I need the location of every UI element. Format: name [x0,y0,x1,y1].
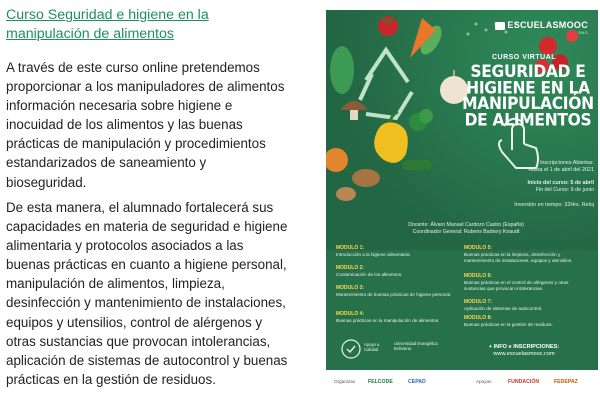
module-item [464,316,588,328]
module-item [464,274,588,291]
module-description: Introducción a la higiene alimentaria. [336,251,411,257]
potato-icon [352,169,380,187]
supporter-logo: FUNDACIÓN [508,379,540,385]
brand-name: ESCUELASMOOC [507,20,588,30]
registration-deadline: Hasta el 1 de abril del 2021 [528,167,594,173]
cucumber-icon [402,160,432,170]
registration-label: Inscripciones Abiertas: [540,160,594,166]
mushroom-icon [340,101,368,110]
module-item [336,266,460,278]
module-item [464,246,588,263]
article-title-link[interactable]: Curso Seguridad e higiene en la manipulación de alimentos [6,7,209,42]
module-item [336,312,460,324]
module-item [336,286,460,298]
module-heading: MODULO 2: [336,265,365,271]
article [0,0,290,403]
university-logo: Universidad Evangélica Boliviana [394,341,438,351]
module-description: Buenas prácticas en la manipulación de alimentos. [336,317,440,323]
module-item [464,300,588,312]
supporter-logo: FEDEPAZ [554,379,578,385]
module-description: Aplicación de sistemas de autocontrol. [464,305,543,311]
module-heading: MODULO 7: [464,299,493,305]
module-heading: MODULO 4: [336,311,365,317]
registration-info [484,160,594,174]
module-description: Contaminación de los alimentos. [336,271,403,277]
course-duration: Inversión en tiempo: 32Hrs. Reloj [514,202,594,208]
cta-label: + INFO e INSCRIPCIONES: [488,344,560,350]
supporters-label: Apoyan [476,379,492,384]
organizers-label: Organizan [334,379,356,384]
module-item [336,246,460,258]
course-poster[interactable] [326,10,598,394]
module-heading: MODULO 3: [336,285,365,291]
module-heading: MODULO 1: [336,245,365,251]
course-start-date: Inicio del curso: 5 de abril [527,180,594,186]
tomato-icon [378,16,398,36]
leaf-icon [330,46,354,94]
brand-subtitle: ONG [577,30,588,35]
brand-logo-icon [495,22,505,30]
course-end-date: Fin del Curso: 9 de junio [535,187,594,193]
tomato-icon [539,37,557,55]
cta-url-link[interactable]: www.escuelasmooc.com [493,351,555,357]
article-paragraph: De esta manera, el alumnado fortalecerá sus capacidades en materia de seguridad e higiene alimentaria y protocolos asociados a las buenas prácticas en cuanto a higiene personal, manipulación de alimentos, limpieza, desinfección y mantenimiento de instalaciones, equipos y utensilios, control de alérgenos y otras sustancias que provocan intolerancias, aplicación de sistemas de autocontrol y buenas prácticas en la gestión de residuos. [6,200,288,387]
poster-brand-logo [495,20,588,35]
module-heading: MODULO 5: [464,245,493,251]
module-heading: MODULO 8: [464,315,493,321]
article-paragraph: A través de este curso online pretendemos proporcionar a los manipuladores de alimentos información necesaria sobre higiene e inocuidad de los alimentos y las buenas prácticas de manipulación y procedimientos estandarizados de saneamiento y bioseguridad. [6,60,285,190]
quality-seal-icon [340,338,366,360]
poster-title: SEGURIDAD E HIGIENE EN LA MANIPULACIÓN DE ALIMENTOS [462,61,594,130]
organizer-logo: CEPAD [408,379,426,385]
course-dates [484,180,594,194]
course-staff [366,222,566,236]
food-illustration [326,10,598,250]
quality-seal-label: Apoyo a Calidad [364,342,380,352]
module-description: Buenas prácticas en el control de alérgenos y otras sustancias que provocan intolerancias. [464,279,569,291]
poster-kicker: CURSO VIRTUAL [491,54,557,61]
module-description: Buenas prácticas en la limpieza, desinfección y mantenimiento de instalaciones, equipos y utensilios. [464,251,573,263]
pepper-icon [374,122,408,163]
recycle-icon [360,50,412,118]
module-description: Buenas prácticas en la gestión de residuos. [464,321,553,327]
pumpkin-icon [326,148,348,172]
coordinator-name: Coordinador General: Rubens Barbery Knaudt [412,229,520,235]
module-heading: MODULO 6: [464,273,493,279]
poster-footer [326,370,598,394]
organizer-logo: FELCODE [368,379,393,385]
poster-cta [454,344,594,358]
teacher-name: Docente: Álvaro Manuel Cardozo Castro (España) [408,222,524,228]
module-description: Mantenimiento de buenas prácticas de higiene personal. [336,291,452,297]
